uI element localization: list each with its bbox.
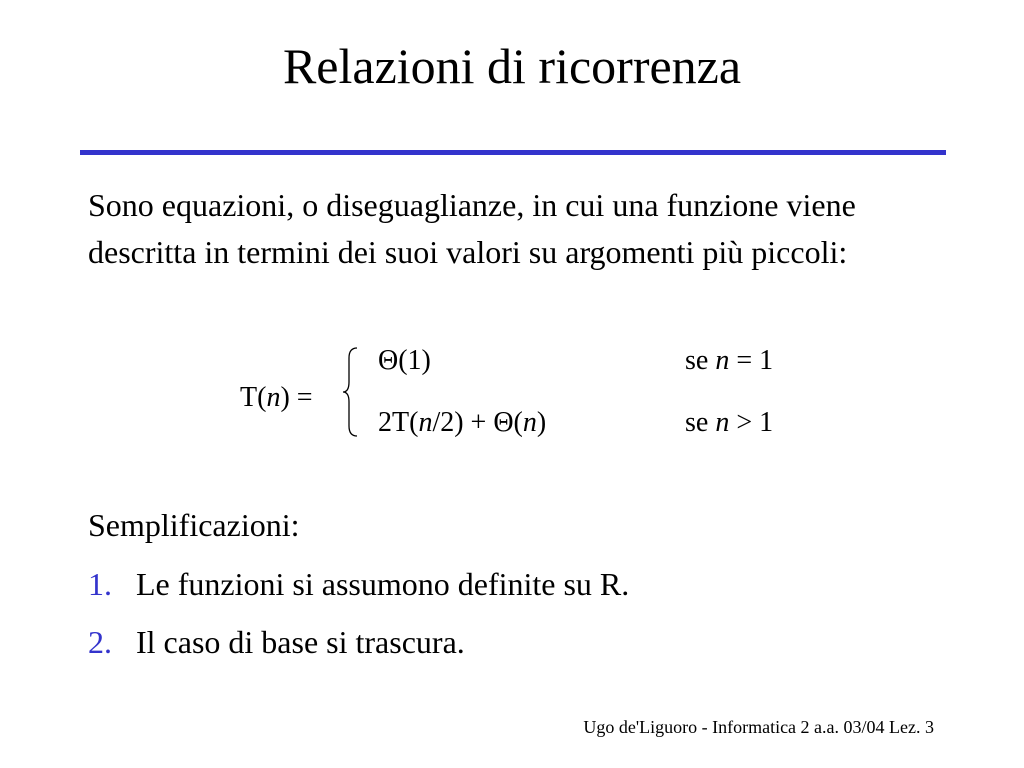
case1-expression: Θ(1) xyxy=(378,345,431,376)
case2-condition xyxy=(685,406,773,440)
case1-cond-n: n xyxy=(715,345,730,376)
title-divider xyxy=(80,150,946,155)
list-item xyxy=(88,619,465,666)
case1-cond-se: se xyxy=(685,345,716,376)
formula-lhs-n: n xyxy=(266,382,281,413)
case1-cond-rest: = 1 xyxy=(729,345,774,376)
case2-n1: n xyxy=(418,407,433,438)
formula-lhs-end: ) = xyxy=(280,382,313,413)
case1-condition xyxy=(685,344,773,378)
case2-cond-n: n xyxy=(715,407,730,438)
list-item-text: Le funzioni si assumono definite su R. xyxy=(136,566,630,602)
case2-part-a: 2T( xyxy=(378,407,419,438)
left-brace-icon xyxy=(340,346,362,438)
formula-lhs xyxy=(240,381,313,415)
list-item-number: 2. xyxy=(88,624,112,660)
case2-cond-se: se xyxy=(685,407,716,438)
list-item xyxy=(88,561,629,608)
case2-n2: n xyxy=(522,407,537,438)
case2-part-b: /2) + Θ( xyxy=(432,407,523,438)
simplifications-heading: Semplificazioni: xyxy=(88,507,300,543)
case2-part-c: ) xyxy=(536,407,547,438)
list-item-number: 1. xyxy=(88,566,112,602)
list-item-text: Il caso di base si trascura. xyxy=(136,624,465,660)
case2-cond-rest: > 1 xyxy=(729,407,774,438)
intro-paragraph: Sono equazioni, o diseguaglianze, in cui una funzione viene descritta in termini dei suoi valori su argomenti più piccoli: xyxy=(88,187,856,270)
case2-expression xyxy=(378,406,546,440)
slide-footer: Ugo de'Liguoro - Informatica 2 a.a. 03/04 Lez. 3 xyxy=(583,717,934,737)
slide-title: Relazioni di ricorrenza xyxy=(282,38,742,94)
formula-lhs-t: T( xyxy=(240,382,267,413)
